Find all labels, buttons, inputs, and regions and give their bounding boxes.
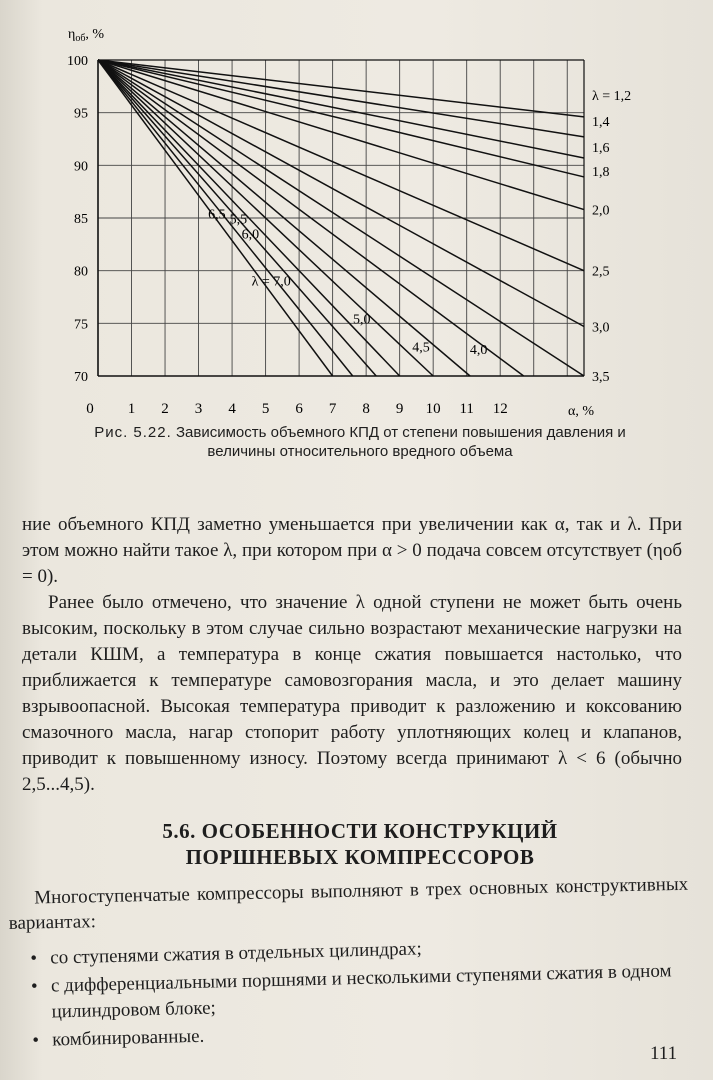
list-item: • с дифференциальными поршнями и несколькими ступенями сжатия в одном цилиндровом блоке; bbox=[31, 958, 687, 1026]
x-tick-label: 0 bbox=[86, 401, 94, 417]
y-tick-label: 75 bbox=[74, 317, 88, 333]
x-tick-label: 9 bbox=[395, 401, 404, 417]
series-label: 2,0 bbox=[592, 203, 610, 219]
y-label-symbol: η bbox=[68, 27, 76, 42]
series-label: 3,0 bbox=[592, 320, 610, 336]
series-line bbox=[98, 60, 584, 210]
series-label: 5,5 bbox=[229, 212, 248, 228]
section-heading-line-2: ПОРШНЕВЫХ КОМПРЕССОРОВ bbox=[185, 845, 535, 869]
page-number: 111 bbox=[650, 1043, 678, 1064]
x-tick-label: 5 bbox=[261, 401, 270, 417]
caption-text: Зависимость объемного КПД от степени повышения давления и величины относительного вредного объема bbox=[175, 424, 626, 460]
series-label: 3,5 bbox=[592, 370, 610, 385]
series-line bbox=[98, 60, 584, 326]
efficiency-chart bbox=[0, 0, 713, 420]
section-heading bbox=[100, 818, 620, 870]
y-tick-label: 80 bbox=[74, 264, 88, 280]
caption-prefix: Рис. 5.22. bbox=[94, 424, 172, 441]
series-label: 4,0 bbox=[469, 342, 488, 358]
paragraph-1: ние объемного КПД заметно уменьшается при увеличении как α, так и λ. При этом можно найти такое λ, при котором при α > 0 подача совсем отсутствует (ηоб = 0). bbox=[22, 514, 682, 587]
series-label: λ = 1,2 bbox=[592, 88, 632, 104]
x-tick-label: 8 bbox=[362, 401, 370, 417]
y-tick-label: 85 bbox=[74, 212, 88, 227]
y-label-unit: , % bbox=[85, 27, 105, 42]
series-line bbox=[98, 60, 584, 137]
y-axis-label bbox=[68, 27, 104, 44]
x-tick-label: 10 bbox=[425, 401, 441, 417]
intro-paragraph bbox=[8, 872, 689, 936]
list-item: • со ступенями сжатия в отдельных цилиндрах; bbox=[30, 930, 685, 972]
y-label-subscript: об bbox=[75, 33, 86, 44]
x-tick-label: 6 bbox=[295, 401, 303, 417]
series-label: 1,8 bbox=[592, 164, 610, 180]
x-tick-label: 7 bbox=[328, 401, 337, 417]
paragraph-2: Ранее было отмечено, что значение λ одной ступени не может быть очень высоким, поскольку в этом случае сильно возрастают механические нагрузки на детали КШМ, а температура в конце сжатия повышается настолько, что приближается к температуре самовозгорания масла, и это делает машину взрывоопасной. Высокая температура приводит к разложению и коксованию смазочного масла, нагар стопорит работу уплотняющих колец и клапанов, приводит к повышенному износу. Поэтому всегда принимают λ < 6 (обычно 2,5...4,5). bbox=[22, 592, 682, 795]
series-label: 6,0 bbox=[241, 227, 260, 243]
figure-caption bbox=[70, 423, 650, 461]
list-item: • комбинированные. bbox=[32, 1012, 687, 1054]
y-tick-label: 95 bbox=[74, 106, 88, 122]
series-label: 1,6 bbox=[592, 140, 610, 156]
x-tick-label: 1 bbox=[127, 401, 136, 417]
series-label: 1,4 bbox=[592, 114, 610, 130]
bullet-list bbox=[30, 930, 687, 1056]
series-label: 2,5 bbox=[592, 264, 610, 280]
x-tick-label: 12 bbox=[492, 401, 508, 417]
x-axis-label: α, % bbox=[568, 404, 594, 419]
y-tick-label: 90 bbox=[74, 159, 88, 175]
intro-text: Многоступенчатые компрессоры выполняют в трех основных конструктивных вариантах: bbox=[8, 873, 689, 934]
body-text bbox=[22, 512, 682, 798]
x-tick-label: 4 bbox=[228, 401, 236, 417]
series-label: 6,5 bbox=[208, 207, 226, 223]
y-tick-label: 100 bbox=[67, 54, 88, 69]
section-heading-line-1: 5.6. ОСОБЕННОСТИ КОНСТРУКЦИЙ bbox=[162, 819, 558, 843]
x-tick-label: 11 bbox=[459, 401, 474, 417]
series-label: λ = 7,0 bbox=[251, 274, 291, 290]
series-label: 4,5 bbox=[412, 340, 430, 356]
x-tick-label: 3 bbox=[194, 401, 203, 417]
x-tick-label: 2 bbox=[161, 401, 169, 417]
series-label: 5,0 bbox=[353, 312, 371, 328]
y-tick-label: 70 bbox=[74, 370, 88, 385]
